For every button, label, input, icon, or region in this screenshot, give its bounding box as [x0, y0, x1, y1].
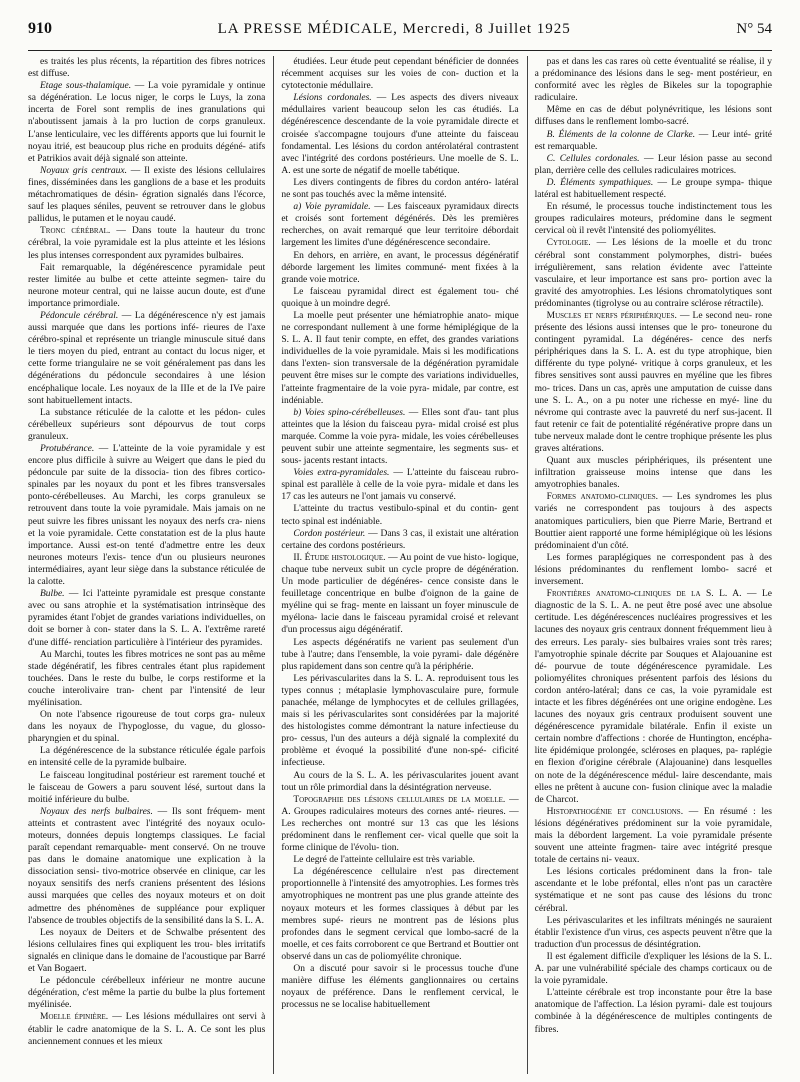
column-right — [527, 56, 772, 1074]
paragraph-text: es traités les plus récents, la répartition des fibres notrices est diffuse. — [28, 57, 266, 80]
paragraph — [535, 455, 772, 491]
paragraph — [281, 637, 518, 673]
section-heading: Etage sous-thalamique. — [40, 81, 132, 92]
paragraph — [535, 129, 772, 153]
paragraph — [281, 854, 518, 866]
paragraph-text: — L'atteinte du faisceau rubro-spinal est parallèle à celle de la voie pyra- midale et dans les 17 cas les auteurs ne l'ont jamais vu conservé. — [281, 468, 519, 503]
paragraph — [535, 237, 772, 310]
paragraph-text: Le faisceau longitudinal postérieur est rarement touché et le faisceau de Gowers a paru souvent lésé, surtout dans la moitié inférieure du bulbe. — [28, 770, 266, 805]
paragraph — [281, 552, 518, 637]
paragraph-text: — Ici l'atteinte pyramidale est presque constante avec ou sans atrophie et la systématisation intrinsèque des pyramides étant l'objet de grandes variations individuelles, on doit se borner à con- stater dans la S. L. A. l'extrême rareté d'une diffé- renciation particulière à l'intérieur des pyramides. — [28, 589, 266, 648]
paragraph — [28, 407, 265, 443]
paragraph-text: étudiées. Leur étude peut cependant bénéficier de données récemment acquises sur les voies de con- duction et la cytotectonie médullaire. — [281, 57, 519, 92]
paragraph — [28, 975, 265, 1011]
paragraph — [281, 56, 518, 92]
paragraph-text: — Leur inté- grité est remarquable. — [534, 129, 772, 152]
paragraph — [535, 987, 772, 1035]
paragraph — [535, 201, 772, 237]
paragraph-text: — En résumé : les lésions dégénératives prédominent sur la voie pyramidale, mais la débordent largement. La voie pyramidale présente souvent une atteinte fragmen- taire avec intégrité presque totale de certains ni- veaux. — [534, 806, 772, 866]
paragraph-text: La dégénérescence de la substance réticulée égale parfois en intensité celle de la pyramide bulbaire. — [28, 746, 266, 769]
paragraph-text: Le faisceau pyramidal direct est également tou- ché quoique à un moindre degré. — [281, 286, 519, 309]
paragraph-text: On a discuté pour savoir si le processus touche d'une manière diffuse les éléments ganglionnaires ou certains noyaux de préférence. Dans le renflement cervical, le processus ne se localise habituellement — [281, 964, 519, 1011]
paragraph — [28, 745, 265, 769]
paragraph — [535, 866, 772, 914]
section-heading: a) Voie pyramidale. — [293, 202, 371, 213]
paragraph-text: L'atteinte cérébrale est trop inconstante pour être la base anatomique de l'affection. La lésion pyrami- dale est toujours combinée à la dégénérescence de multiples contingents de fibres. — [534, 988, 772, 1035]
issue-number: N° 54 — [736, 21, 772, 37]
paragraph-text: — Leur lésion passe au second plan, derrière celle des cellules radiculaires motrices. — [534, 153, 772, 176]
paragraph — [28, 443, 265, 588]
paragraph-text: — Dans 3 cas, il existait une altération certaine des cordons postérieurs. — [281, 528, 519, 551]
paragraph-text: Quant aux muscles périphériques, ils présentent une infiltration graisseuse moins intense que dans les amyotrophies banales. — [534, 456, 772, 491]
section-heading: II. Étude histologique. — [293, 552, 386, 563]
paragraph — [28, 588, 265, 648]
paragraph — [535, 491, 772, 551]
paragraph — [28, 927, 265, 975]
paragraph-text: — Il existe des lésions cellulaires fines, disséminées dans les ganglions de a base et les produits métachromatiques de désin- égration signalés dans l'écorce, sauf les plaques séniles, peuvent se retrouver dans le globus pallidus, le putamen et le noyau caudé. — [28, 165, 266, 225]
section-heading: Noyaux des nerfs bulbaires. — [40, 806, 153, 817]
paragraph — [28, 225, 265, 261]
paragraph — [535, 104, 772, 128]
paragraph — [281, 503, 518, 527]
paragraph — [281, 250, 518, 286]
section-heading: Formes anatomo-cliniques. — [546, 492, 659, 503]
section-heading: Noyaux gris centraux. — [40, 165, 127, 176]
paragraph-text: — Les faisceaux pyramidaux directs et croisés sont fortement dégénérés. Dès les premières recherches, on avait remarqué que leur territoire débordait largement les limites d'une dégénérescence secondaire. — [281, 202, 519, 249]
paragraph-text: La substance réticulée de la calotte et les pédon- cules cérébelleux supérieurs sont dépourvus de tout corps granuleux. — [28, 407, 266, 442]
paragraph-text: pas et dans les cas rares où cette éventualité se réalise, il y a prédominance des lésions dans le seg- ment postérieur, en conformité avec les règles de Bikeles sur la topographie radiculaire. — [534, 57, 772, 104]
paragraph-text: Au cours de la S. L. A. les périvascularites jouent avant tout un rôle primordial dans la désintégration nerveuse. — [281, 770, 519, 793]
paragraph-text: — Les aspects des divers niveaux médullaires varient beaucoup selon les cas étudiés. La dégénérescence descendante de la voie pyramidale directe et croisée s'accompagne toujours d'une atteinte du faisceau fondamental. Les lésions du cordon antérolatéral contrastent avec l'intégrité des cordons postérieurs. Une moelle de S. L. A. est une sorte de négatif de moelle tabétique. — [281, 93, 519, 176]
section-heading: Bulbe. — [40, 589, 65, 600]
paragraph — [281, 286, 518, 310]
section-heading: Cordon postérieur. — [293, 528, 366, 539]
column-middle — [273, 56, 518, 1074]
paragraph — [28, 770, 265, 806]
paragraph — [28, 165, 265, 225]
paragraph-text: — Les syndromes les plus variés ne correspondent pas toujours à des aspects anatomiques particuliers, bien que Pierre Marie, Bertrand et Bouttier aient rapporté une forme hémiplégique où les lésions prédominaient d'un côté. — [534, 492, 772, 551]
paragraph-text: Même en cas de début polynévritique, les lésions sont diffuses dans le renflement lombo-sacré. — [534, 105, 772, 128]
paragraph-text: Les aspects dégénératifs ne varient pas seulement d'un tube à l'autre; dans l'ensemble, la voie pyrami- dale dégénère plus rapidement dans son centre qu'à la périphérie. — [281, 637, 519, 672]
paragraph — [281, 866, 518, 963]
paragraph-text: Il est également difficile d'expliquer les lésions de la S. L. A. par une vulnérabilité spéciale des champs corticaux ou de la voie pyramidale. — [534, 951, 772, 987]
paragraph — [281, 673, 518, 770]
paragraph — [28, 262, 265, 310]
section-heading: Protubérance. — [40, 444, 95, 454]
column-left — [28, 56, 265, 1074]
section-heading: Moelle épinière. — [40, 1012, 109, 1023]
section-heading: Muscles et nerfs périphériques. — [546, 310, 677, 321]
section-heading: Frontières anatomo-cliniques de la S. L. A. — [546, 589, 742, 600]
article-columns — [28, 56, 772, 1074]
paragraph — [535, 177, 772, 201]
paragraph — [281, 177, 518, 201]
paragraph-text: La moelle peut présenter une hémiatrophie anato- mique ne correspondant nullement à une forme hémiplégique de la S. L. A. Il faut tenir compte, en effet, des grandes variations individuelles de la voie pyramidale. Mais si les modifications dans l'exten- sion transversale de la dégénération pyramidale peuvent être mises sur le compte des variations individuelles, l'atteinte fragmentaire de la voie pyra- midale, par contre, est indéniable. — [281, 310, 519, 406]
paragraph — [535, 951, 772, 987]
paragraph-text: — Elles sont d'au- tant plus atteintes que la lésion du faisceau pyra- midal croisé est plus marquée. Comme la voie pyra- midale, les voies cérébelleuses peuvent subir une atteinte segmentaire, les segments sus- et sous- jacents restant intacts. — [281, 407, 519, 467]
paragraph-text: — Dans toute la hauteur du tronc cérébral, la voie pyramidale est la plus atteinte et les lésions les plus intenses correspondent aux pyramides bulbaires. — [28, 226, 266, 261]
paragraph-text: Les divers contingents de fibres du cordon antéro- latéral ne sont pas touchés avec la même intensité. — [281, 177, 519, 201]
paragraph — [28, 80, 265, 165]
paragraph — [281, 407, 518, 467]
publication-title: LA PRESSE MÉDICALE, Mercredi, 8 Juillet 1925 — [217, 21, 571, 37]
paragraph-text: Fait remarquable, la dégénérescence pyramidale peut rester limitée au bulbe et cette atteinte segmen- taire du neurone moteur central, qui ne laisse aucun doute, est d'une importance primordiale. — [28, 262, 266, 309]
section-heading: D. Éléments sympathiques. — [546, 177, 654, 188]
paragraph — [281, 963, 518, 1011]
section-heading: Cytologie. — [546, 238, 591, 249]
paragraph-text: Les périvascularites dans la S. L. A. reproduisent tous les types connus ; métaplasie lymphovasculaire pure, formule panachée, mélange de lymphocytes et de cellules grillagées, mais si les périvascularites sont considérées par la majorité des histologistes comme démontrant la nature infectieuse du pro- cessus, l'un des auteurs a déjà signalé la complexité du problème et évoqué la possibilité d'une non-spé- cificité infectieuse. — [281, 673, 519, 769]
page-header — [28, 20, 772, 51]
section-heading: Lésions cordonales. — [293, 93, 372, 104]
paragraph-text: Les noyaux de Deiters et de Schwalbe présentent des lésions cellulaires fines qui expliquent les trou- bles irritatifs signalés en clinique dans le domaine de l'acoustique par Barré et Van Bogaert. — [28, 927, 266, 975]
section-heading: Histopathogénie et conclusions. — [546, 806, 684, 817]
paragraph-text: En dehors, en arrière, en avant, le processus dégénératif déborde largement les limites communé- ment fixées à la grande voie motrice. — [281, 250, 519, 285]
paragraph-text: Au Marchi, toutes les fibres motrices ne sont pas au même stade dégénératif, les fibres centrales étant plus rapidement touchées. Dans le reste du bulbe, le corps restiforme et la couche interolivaire tran- chent par l'intensité de leur myélinisation. — [28, 649, 266, 708]
paragraph-text: — Le second neu- rone présente des lésions aussi intenses que le pro- toneurone du contingent pyramidal. La dégénéres- cence des nerfs périphériques dans la S. L. A. est du type atrophique, bien différente du type polyné- vritique à corps granuleux, et les fibres sensitives sont aussi pauvres en myéline que les fibres mo- trices. Dans un cas, après une amputation de cuisse dans une S. L. A., on a pu noter une richesse en myé- line du névrome qui contraste avec la pauvreté du nerf sus-jacent. Il faut retenir ce fait de potentialité régénérative propre dans un tube nerveux malade dont le centre trophique présente les plus graves altérations. — [534, 310, 772, 454]
paragraph-text: — L'atteinte de la voie pyramidale y est encore plus difficile à suivre au Weigert que dans le pied du pédoncule par suite de la dissocia- tion des fibres cortico-spinales par les noyaux du pont et les fibres transversales ponto-cérébelleuses. Au Marchi, les corps granuleux se retrouvent dans toute la voie pyramidale. Mais jamais on ne peut suivre les fibres unissant les noyaux des nerfs cra- niens et la voie pyramidale. Cette constatation est de la plus haute importance. Aussi est-on tenté d'admettre entre les deux neurones moteurs l'exis- tence d'un ou plusieurs neurones intermédiaires, ayant leur siège dans la substance réticulée de la calotte. — [28, 444, 266, 588]
paragraph-text: — Les lésions médullaires ont servi à établir le cadre anatomique de la S. L. A. Ce sont les plus anciennement connues et les mieux — [28, 1012, 266, 1047]
paragraph — [281, 794, 518, 854]
paragraph-text: L'atteinte du tractus vestibulo-spinal et du contin- gent tecto spinal est indéniable. — [281, 504, 519, 527]
paragraph — [281, 467, 518, 503]
paragraph-text: On note l'absence rigoureuse de tout corps gra- nuleux dans les noyaux de l'hypoglosse, du vague, du glosso-pharyngien et du spinal. — [28, 710, 266, 745]
paragraph-text: Le degré de l'atteinte cellulaire est très variable. — [293, 855, 475, 866]
paragraph-text: — La dégénérescence n'y est jamais aussi marquée que dans les portions infé- rieures de l'axe cérébro-spinal et représente un triangle minuscule situé dans le tiers moyen du pied, entrant au contact du locus niger, et cette forme triangulaire ne se voit généralement pas dans les dégénérations du pédoncule secondaires à une lésion encéphalique locale. Les noyaux de la IIIe et de la IVe paire sont habituellement intacts. — [28, 310, 266, 406]
paragraph — [28, 649, 265, 709]
section-heading: Topographie des lésions cellulaires de la moelle. — [293, 794, 506, 805]
paragraph — [28, 1011, 265, 1047]
section-heading: Voies extra-pyramidales. — [293, 468, 390, 479]
paragraph — [281, 310, 518, 407]
paragraph-text: Les formes paraplégiques ne correspondent pas à des lésions prédominantes du renflement lombo- sacré et inversement. — [534, 552, 772, 588]
paragraph — [535, 153, 772, 177]
paragraph-text: — Le groupe sympa- thique latéral est habituellement respecté. — [534, 177, 772, 201]
section-heading: Tronc cérébral. — [40, 226, 111, 237]
paragraph-text: — Ils sont fréquem- ment atteints et contrastent avec l'intégrité des noyaux oculo-moteurs, données depuis longtemps classiques. Le facial paraît cependant remarquable- ment conservé. On ne trouve pas dans le domaine anatomique une explication à la dissociation sensi- tivo-motrice observée en clinique, car les noyaux sensitifs des nerfs craniens présentent des lésions aussi marquées que celles des noyaux moteurs et on doit admettre des phénomènes de suppléance pour expliquer l'absence de troubles objectifs de la sensibilité dans la S. L. A. — [28, 806, 266, 926]
paragraph — [28, 806, 265, 927]
paragraph-text: — La voie pyramidale y ontinue sa dégénération. Le locus niger, le corps le Luys, la zona incerta de Forel sont remplis de ines granulations qui n'aboutissent jamais à la pro luction de corps granuleux. L'anse lenticulaire, vec les différents apports que lui fournit le noyau itrié, est beaucoup plus riche en produits dégéné- atifs et Patrikios avait déjà signalé son atteinte. — [28, 81, 266, 164]
paragraph-text: Le pédoncule cérébelleux inférieur ne montre aucune dégénération, c'est même la partie du bulbe la plus fortement myélinisée. — [28, 976, 266, 1011]
paragraph-text: — Les lésions de la moelle et du tronc cérébral sont constamment polymorphes, distri- buées irrégulièrement, sans relation évidente avec l'atteinte vasculaire, et leur importance est sans pro- portion avec la gravité des amyotrophies. Les lésions chromatolytiques sont prédominantes (tigrolyse ou au contraire sclérose rétractile). — [534, 238, 772, 309]
paragraph — [28, 310, 265, 407]
paragraph — [28, 56, 265, 80]
paragraph — [281, 528, 518, 552]
paragraph — [535, 56, 772, 104]
paragraph — [281, 92, 518, 177]
section-heading: Pédoncule cérébral. — [40, 310, 119, 321]
paragraph — [535, 310, 772, 455]
paragraph — [535, 915, 772, 951]
section-heading: C. Cellules cordonales. — [546, 153, 640, 164]
paragraph-text: Les périvascularites et les infiltrats méningés ne sauraient établir l'existence d'un virus, ces aspects peuvent n'être que la traduction d'un processus de désintégration. — [534, 915, 772, 950]
page-number: 910 — [28, 20, 52, 37]
paragraph — [535, 588, 772, 806]
paragraph-text: — Au point de vue histo- logique, chaque tube nerveux subit un cycle propre de dégénération. Un mode particulier de dégénéres- cence consiste dans le feuilletage concentrique en bulbe d'oignon de la gaine de myéline qui se frag- mente en laissant un foyer minuscule de myélona- lacie dans le faisceau pyramidal croisé et relevant d'un processus aigu dégénératif. — [281, 552, 519, 636]
paragraph — [281, 770, 518, 794]
paragraph — [281, 201, 518, 249]
section-heading: b) Voies spino-cérébelleuses. — [293, 407, 406, 418]
paragraph — [535, 552, 772, 588]
paragraph — [28, 709, 265, 745]
paragraph-text: La dégénérescence cellulaire n'est pas directement proportionnelle à l'intensité des amyotrophies. Les formes très amyotrophiques ne montrent pas une plus grande atteinte des noyaux moteurs et les formes classiques à début par les membres supé- rieurs ne montrent pas de lésions plus profondes dans le segment cervical que lombo-sacré de la moelle, et ces faits corroborent ce que Bertrand et Bouttier ont observé dans un cas de poliomyélite chronique. — [281, 867, 519, 962]
paragraph — [535, 806, 772, 866]
paragraph-text: Les lésions corticales prédominent dans la fron- tale ascendante et le lobe préfontal, elles n'ont pas un caractère systématique et ne sont pas cause des lésions du tronc cérébral. — [534, 867, 772, 914]
section-heading: B. Éléments de la colonne de Clarke. — [546, 129, 696, 140]
paragraph-text: — A. Groupes radiculaires moteurs des cornes anté- rieures. — Les recherches ont montré sur 13 cas que les lésions prédominent dans le renflement cer- vical quelle que soit la forme clinique de l'évolu- tion. — [281, 794, 519, 854]
paragraph-text: En résumé, le processus touche indistinctement tous les groupes radiculaires moteurs, prédomine dans le segment cervical où il revêt l'intensité des poliomyélites. — [534, 202, 772, 237]
paragraph-text: — Le diagnostic de la S. L. A. ne peut être posé avec une absolue certitude. Les dégénérescences nucléaires progressives et les lacunes des noyaux gris centraux donnent fréquemment lieu à des erreurs. Les paraly- sies bulbaires vraies sont très rares; l'amyotrophie spinale décrite par Souques et Alajouanine est dé- pourvue de toute dégénérescence pyramidale. Les poliomyélites chroniques présentent parfois des lésions du cordon antéro-latéral; dans ce cas, la voie pyramidale est intacte et les fibres dégénérées ont une origine endogène. Les lacunes des noyaux gris centraux produisent souvent une dégénérescence pyramidale bilatérale. Enfin il existe un certain nombre d'affections : chorée de Huntington, encépha- lite épidémique prolongée, scléroses en plaques, pa- raplégie en flexion d'origine cérébrale (Alajouanine) dans lesquelles on note de la dégénérescence médul- laire descendante, mais elles ne prêtent à aucune con- fusion clinique avec la maladie de Charcot. — [534, 589, 772, 805]
